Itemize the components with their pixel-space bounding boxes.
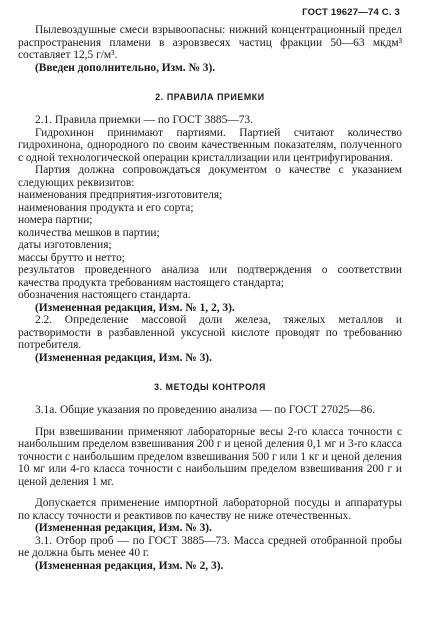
spacer <box>18 488 402 497</box>
list-item: количества мешков в партии; <box>18 226 160 239</box>
paragraph-3-1a: 3.1а. Общие указания по проведению анализа — по ГОСТ 27025—86. <box>35 404 376 416</box>
list-item: даты изготовления; <box>18 239 112 251</box>
amendment-note: (Введен дополнительно, Изм. № 3). <box>35 61 216 74</box>
paragraph-3-1: 3.1. Отбор проб — по ГОСТ 3885—73. Масса средней отобранной пробы не должна быть менее 40 г. <box>18 534 402 559</box>
page-content <box>18 24 402 572</box>
amendment-note: (Измененная редакция, Изм. № 3). <box>35 351 212 364</box>
list-item: массы брутто и нетто; <box>18 251 125 264</box>
paragraph-2-2: 2.2. Определение массовой доли железа, тяжелых металлов и растворимости в разбавленной уксусной кислоте проводят по требованию потребителя. <box>18 314 402 351</box>
spacer <box>18 417 402 426</box>
paragraph-imported-glassware: Допускается применение импортной лабораторной посуды и аппаратуры по классу точности и реактивов по качеству не ниже отечественных. <box>18 497 402 522</box>
paragraph-document: Партия должна сопровождаться документом о качестве с указанием следующих реквизитов: <box>18 164 402 189</box>
paragraph-dust-mixtures: Пылевоздушные смеси взрывоопасны: нижний концентрационный предел распространения пламени в аэровзвесях частиц фракции 50—63 мкдм³ составляет 12,5 г/м³. <box>18 24 402 61</box>
amendment-note: (Измененная редакция, Изм. № 2, 3). <box>35 559 224 572</box>
list-item: наименования предприятия-изготовителя; <box>18 189 223 201</box>
paragraph-2-1: 2.1. Правила приемки — по ГОСТ 3885—73. <box>35 114 253 126</box>
list-item: обозначения настоящего стандарта. <box>18 289 191 301</box>
list-item: результатов проведенного анализа или подтверждения о соответствии качества продукта требованиям настоящего стандарта; <box>18 264 402 289</box>
list-item: номера партии; <box>18 214 93 226</box>
paragraph-batch: Гидрохинон принимают партиями. Партией считают количество гидрохинона, однородного по своим качественным показателям, полученного с одной технологической операции кристаллизации или центрифугирования. <box>18 126 402 164</box>
paragraph-weighing: При взвешивании применяют лабораторные весы 2-го класса точности с наибольшим пределом взвешивания 200 г и ценой деления 0,1 мг и 3-го класса точности с наибольшим пределом взвешивания 500 г или 1 кг и ценой деления 10 мг или 4-го класса точности с наибольшим пределом взвешивания 200 г и ценой деления 1 мг. <box>18 425 402 488</box>
section-title-methods: 3. МЕТОДЫ КОНТРОЛЯ <box>154 382 266 392</box>
section-title-acceptance: 2. ПРАВИЛА ПРИЕМКИ <box>155 92 265 102</box>
amendment-note: (Измененная редакция, Изм. № 1, 2, 3). <box>35 301 235 314</box>
page-header: ГОСТ 19627—74 С. 3 <box>302 7 400 18</box>
amendment-note: (Измененная редакция, Изм. № 3). <box>35 522 212 534</box>
list-item: наименования продукта и его сорта; <box>18 201 194 214</box>
